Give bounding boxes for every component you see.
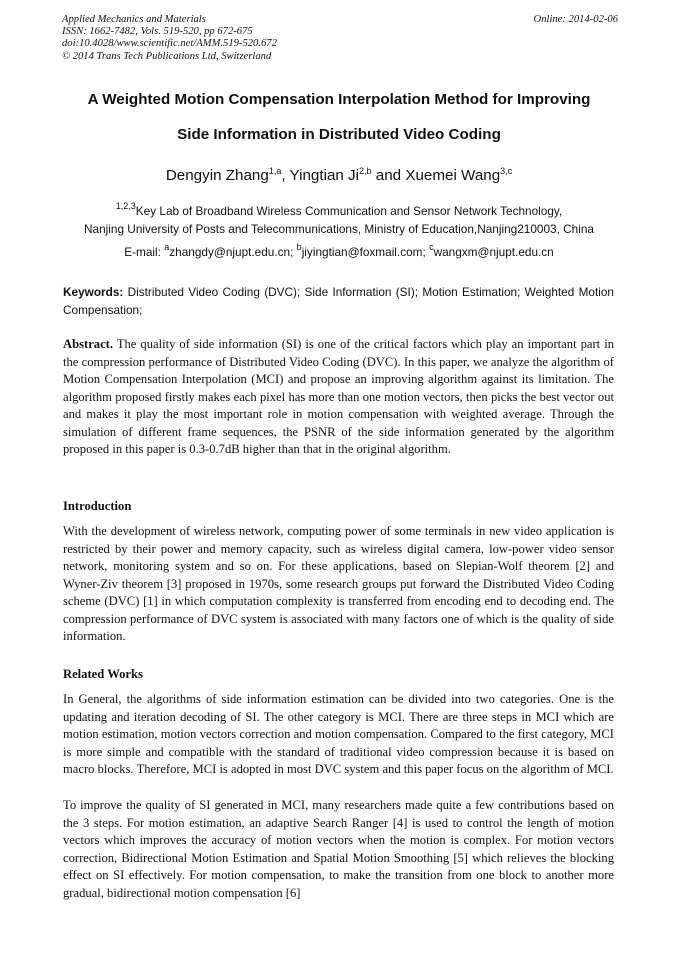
- abstract-block: [63, 336, 614, 459]
- keywords-label: Keywords:: [63, 285, 124, 299]
- author-name: Xuemei Wang: [405, 167, 501, 184]
- author-affiliation-mark: 1,a: [268, 166, 282, 176]
- email-mark: b: [296, 242, 302, 252]
- affiliation-text: Key Lab of Broadband Wireless Communication and Sensor Network Technology,: [135, 204, 563, 218]
- keywords-text: Distributed Video Coding (DVC); Side Information (SI); Motion Estimation; Weighted Motion Compensation;: [63, 285, 614, 317]
- keywords-block: [63, 284, 614, 319]
- introduction-paragraph: With the development of wireless network, computing power of some terminals in new video application is restricted by their power and memory capacity, such as wireless digital camera, low-power video sensor network, monitoring system and so on. For these applications, based on Slepian-Wolf theorem [2] and Wyner-Ziv theorem [3] proposed in 1970s, some research groups put forward the Distributed Video Coding scheme (DVC) [1] in which computation complexity is transferred from encoding end to decoding end. The compression performance of DVC system is associated with many factors one of which is the quality of side information.: [63, 524, 614, 643]
- email-address[interactable]: wangxm@njupt.edu.cn: [433, 245, 554, 259]
- author-affiliation-mark: 3,c: [500, 166, 513, 176]
- email-label: E-mail:: [124, 245, 165, 259]
- author-separator: ,: [281, 167, 290, 184]
- paper-title-line-1: A Weighted Motion Compensation Interpolation Method for Improving: [87, 91, 591, 108]
- abstract-text: The quality of side information (SI) is one of the critical factors which play an important part in the compression performance of Distributed Video Coding (DVC). In this paper, we analyze the algorithm of Motion Compensation Interpolation (MCI) and propose an improving algorithm against its limitation. The algorithm proposed firstly makes each pixel has more than one motion vectors, then picks the best vector out and makes it play the most important role in motion compensation with weighted average. Through the simulation of different frame sequences, the PSNR of the side information generated by the algorithm proposed in this paper is 0.3-0.7dB higher than that in the original algorithm.: [63, 337, 614, 456]
- paper-title-line-2: Side Information in Distributed Video Coding: [177, 126, 501, 143]
- related-works-paragraph-2: To improve the quality of SI generated in MCI, many researchers made quite a few contributions based on the 3 steps. For motion estimation, an adaptive Search Ranger [4] is used to control the length of motion vectors which improves the accuracy of motion vectors when the motion is complex. For motion vectors correction, Bidirectional Motion Estimation and Spatial Motion Smoothing [5] which relieves the blocking effect on SI effectively. For motion compensation, to make the transition from one block to another more gradual, bidirectional motion compensation [6]: [63, 798, 614, 900]
- section-heading-introduction: Introduction: [63, 499, 132, 513]
- related-works-paragraph-1: In General, the algorithms of side information estimation can be divided into two categories. One is the updating and iteration decoding of SI. The other category is MCI. There are three steps in MCI which are motion estimation, motion vectors correction and motion compensation. Compared to the first category, MCI is more simple and compatible with the standard of traditional video compression because it is based on macro blocks. Therefore, MCI is adopted in most DVC system and this paper focus on the algorithm of MCI.: [63, 692, 614, 776]
- affiliation-line-2: Nanjing University of Posts and Telecommunications, Ministry of Education,Nanjing210003, China: [84, 222, 594, 236]
- journal-name: Applied Mechanics and Materials: [62, 14, 206, 25]
- author-name: Dengyin Zhang: [165, 167, 269, 184]
- email-address[interactable]: jiyingtian@foxmail.com;: [301, 245, 430, 259]
- email-line: [30, 242, 648, 259]
- author-affiliation-mark: 2,b: [359, 166, 372, 176]
- copyright-line: © 2014 Trans Tech Publications Ltd, Switzerland: [62, 50, 272, 62]
- email-mark: a: [164, 242, 170, 252]
- abstract-label: Abstract.: [63, 337, 114, 351]
- author-list: [40, 167, 638, 184]
- doi-line[interactable]: doi:10.4028/www.scientific.net/AMM.519-520.672: [62, 38, 277, 50]
- email-mark: c: [429, 242, 434, 252]
- online-date: Online: 2014-02-06: [533, 14, 618, 25]
- section-heading-related-works: Related Works: [63, 667, 143, 681]
- author-name: Yingtian Ji: [289, 167, 360, 184]
- journal-header: [62, 14, 618, 63]
- author-separator: and: [371, 167, 406, 184]
- affiliation-line-1: [30, 201, 648, 218]
- affiliation-mark: 1,2,3: [115, 201, 136, 211]
- email-address[interactable]: zhangdy@njupt.edu.cn;: [169, 245, 297, 259]
- issn-line: ISSN: 1662-7482, Vols. 519-520, pp 672-675: [62, 26, 253, 38]
